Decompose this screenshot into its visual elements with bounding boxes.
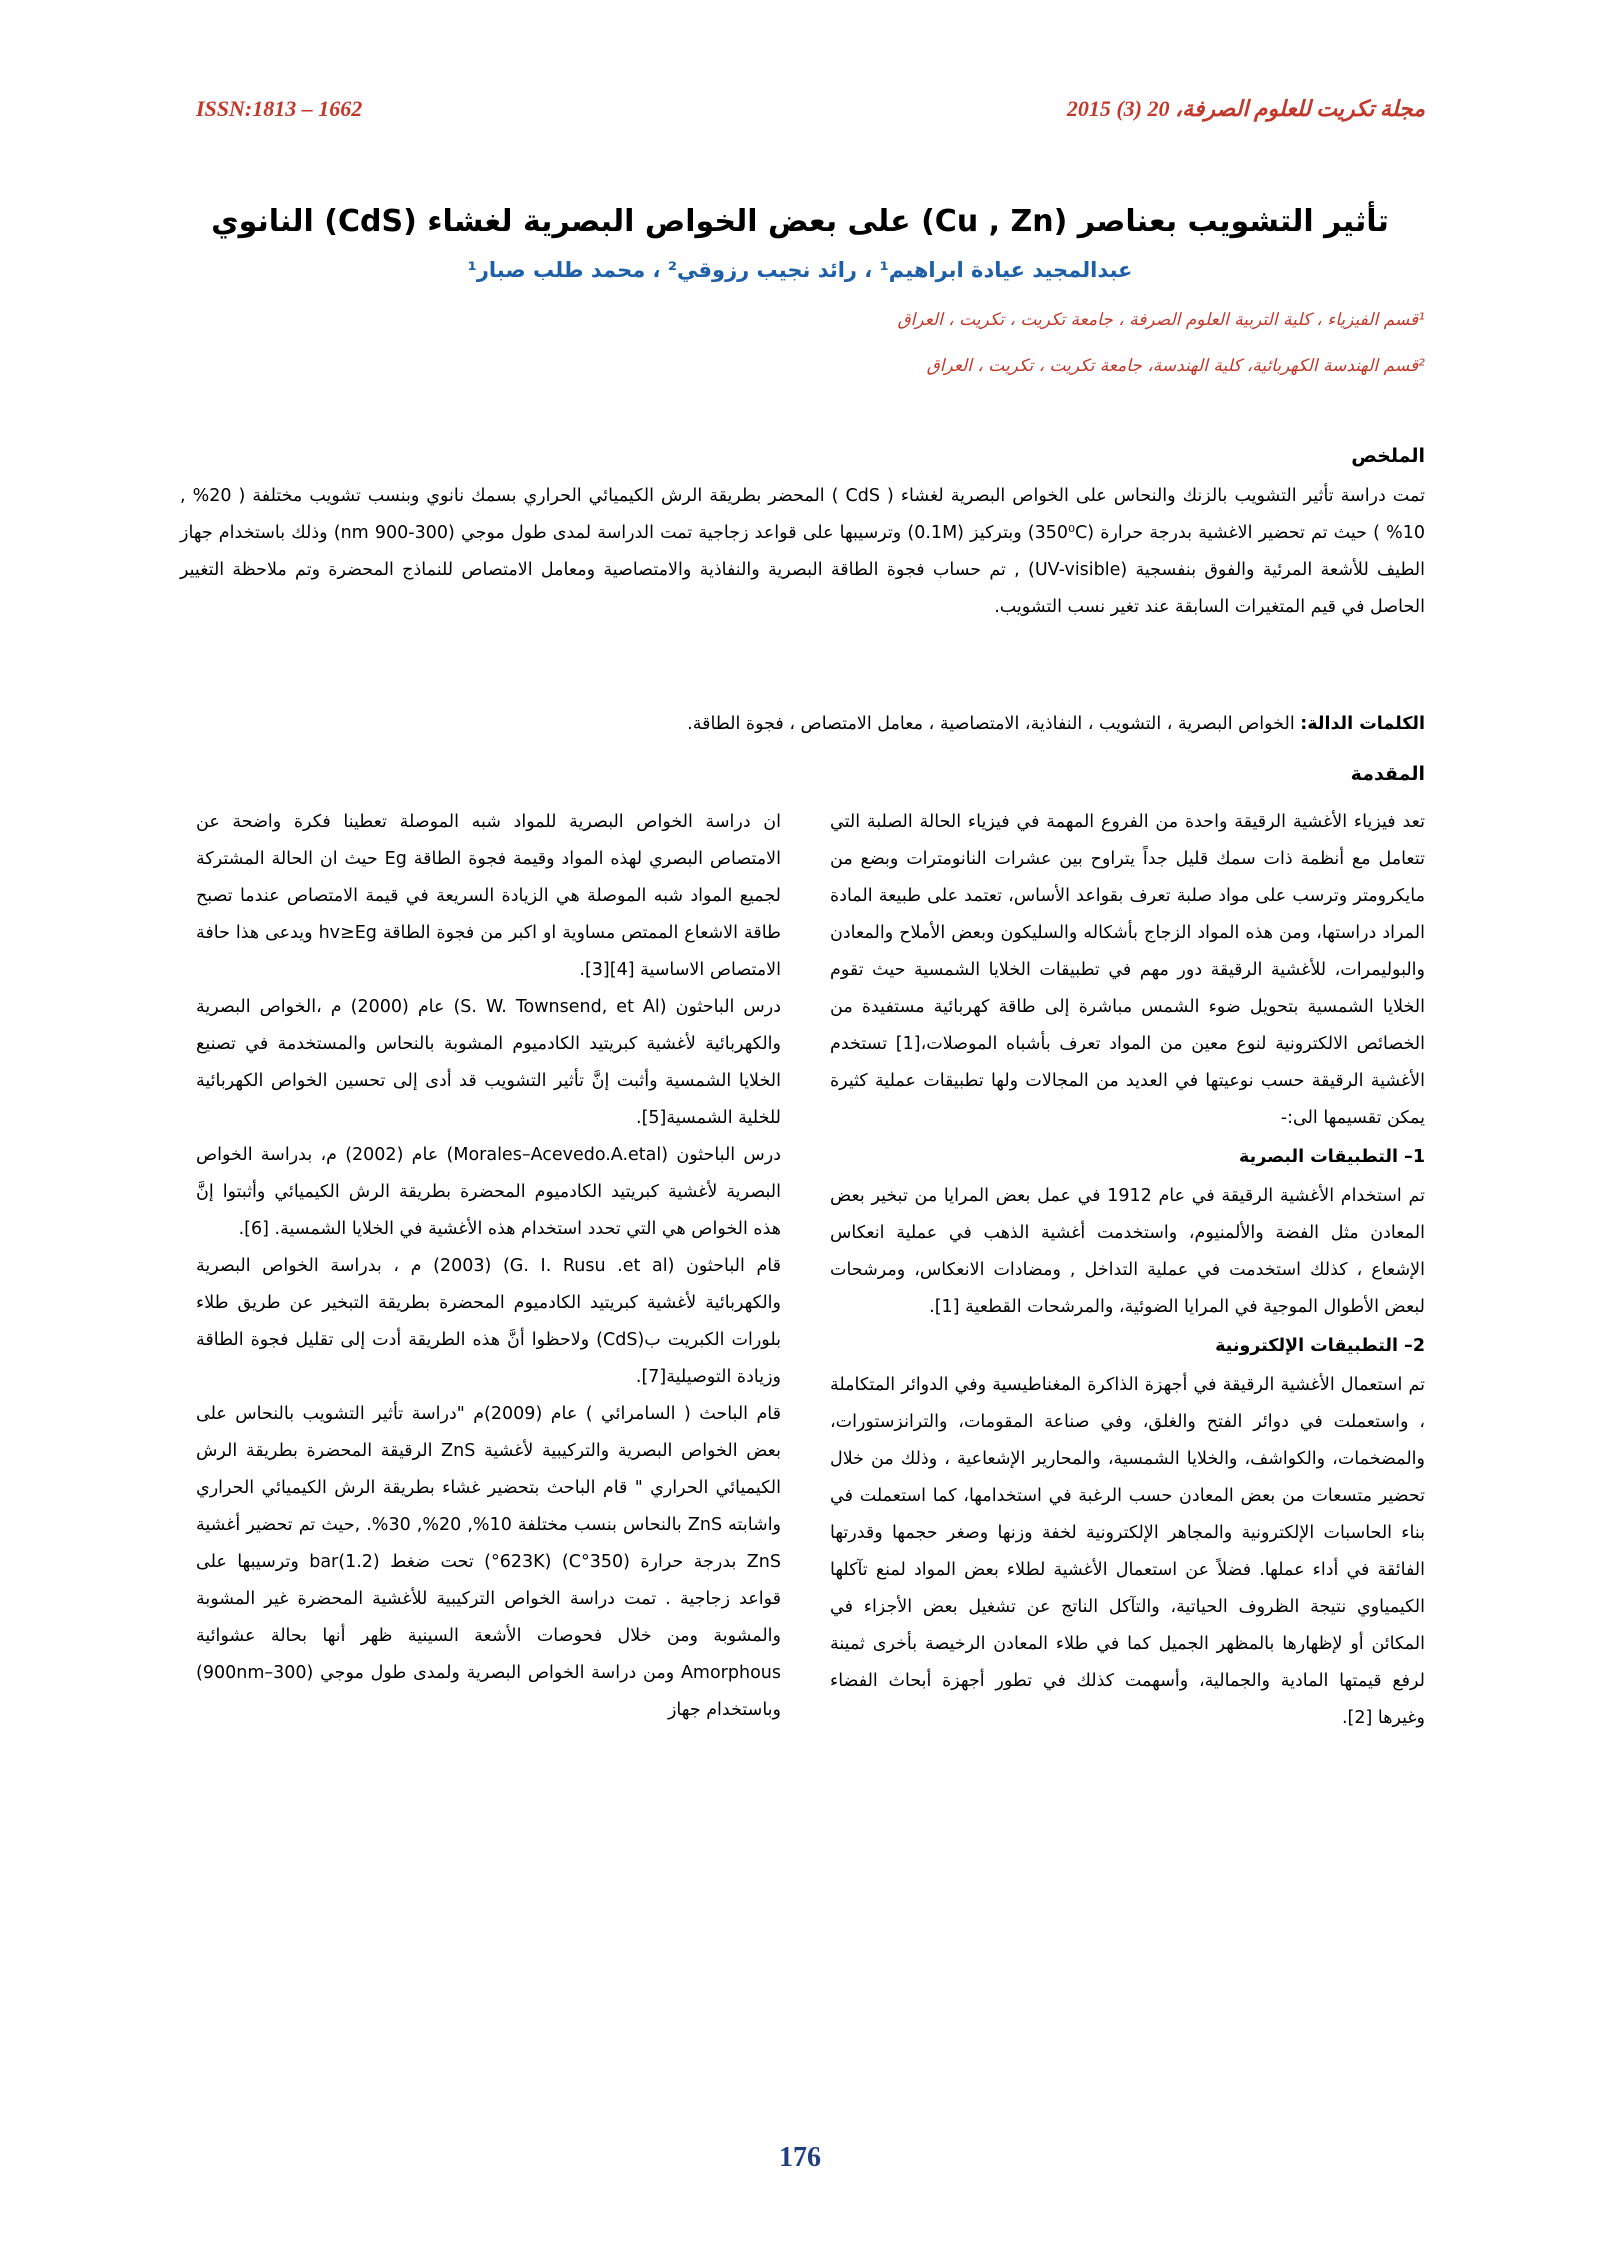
- left-paragraph-2: درس الباحثون (S. W. Townsend, et Al) عام (2000) م ،الخواص البصرية والكهربائية لأغشية كبريتيد الكادميوم المشوبة بالنحاس والمستخدمة في تصنيع الخلايا الشمسية وأثبت إنَّ تأثير التشويب قد أدى إلى تحسين الخواص الكهربائية للخلية الشمسية[5].: [196, 997, 782, 1128]
- keywords: [180, 706, 1425, 743]
- keywords-text: الخواص البصرية ، التشويب ، النفاذية، الامتصاصية ، معامل الامتصاص ، فجوة الطاقة.: [687, 714, 1295, 734]
- intro-paragraph-2: تم استخدام الأغشية الرقيقة في عام 1912 في عمل بعض المرايا من تبخير بعض المعادن مثل الفضة والألمنيوم، واستخدمت أغشية الذهب في عملية انعكاس الإشعاع ، كذلك استخدمت في عملية التداخل , ومضادات الانعكاس، ومرشحات لبعض الأطوال الموجية في المرايا الضوئية، والمرشحات القطعية [1].: [830, 1186, 1425, 1317]
- subheading-optical: 1– التطبيقات البصرية: [1239, 1147, 1425, 1167]
- abstract-heading: الملخص: [1351, 445, 1425, 467]
- intro-heading: المقدمة: [1350, 763, 1425, 785]
- authors: عبدالمجيد عيادة ابراهيم¹ ، رائد نجيب رزوقي² ، محمد طلب صبار¹: [467, 258, 1133, 282]
- left-paragraph-4: قام الباحثون (G. I. Rusu .et al) (2003) م ، بدراسة الخواص البصرية والكهربائية لأغشية كبريتيد الكادميوم المحضرة بطريقة التبخير عن طريق طلاء بلورات الكبريت ب(CdS) ولاحظوا أنَّ هذه الطريقة أدت إلى تقليل فجوة الطاقة وزيادة التوصيلية[7].: [196, 1256, 781, 1387]
- abstract-text: تمت دراسة تأثير التشويب بالزنك والنحاس على الخواص البصرية لغشاء ( CdS ) المحضر بطريقة الرش الكيميائي الحراري بسمك نانوي وبنسب تشويب مختلفة ( 20% , 10% ) حيث تم تحضير الاغشية بدرجة حرارة (350⁰C) وبتركيز (0.1M) وترسيبها على قواعد زجاجية تمت الدراسة لمدى طول موجي (300-900 nm) وذلك باستخدام جهاز الطيف للأشعة المرئية والفوق بنفسجية (UV-visible) , تم حساب فجوة الطاقة البصرية والنفاذية والامتصاصية ومعامل الامتصاص للنماذج المحضرة وتم ملاحظة التغيير الحاصل في قيم المتغيرات السابقة عند تغير نسب التشويب.: [180, 486, 1425, 617]
- right-column: [830, 804, 1425, 1737]
- affiliation-2: ²قسم الهندسة الكهربائية، كلية الهندسة، جامعة تكريت ، تكريت ، العراق: [926, 356, 1425, 376]
- journal-header: مجلة تكريت للعلوم الصرفة، 20 (3) 2015: [1066, 96, 1425, 121]
- page-number: 176: [779, 2142, 821, 2173]
- paper-title: تأثير التشويب بعناصر (Cu , Zn) على بعض الخواص البصرية لغشاء (CdS) النانوي: [211, 204, 1389, 239]
- intro-paragraph-1: تعد فيزياء الأغشية الرقيقة واحدة من الفروع المهمة في فيزياء الحالة الصلبة التي تتعامل مع أنظمة ذات سمك قليل جداً يتراوح بين عشرات النانومترات وبضع من مايكرومتر وترسب على مواد صلبة تعرف بقواعد الأساس، تعتمد على طبيعة المادة المراد دراستها، ومن هذه المواد الزجاج بأشكاله والسليكون وبعض الأملاح والمعادن والبوليمرات، للأغشية الرقيقة دور مهم في تطبيقات الخلايا الشمسية حيث تقوم الخلايا الشمسية بتحويل ضوء الشمس مباشرة إلى طاقة كهربائية مستفيدة من الخصائص الالكترونية لنوع معين من المواد تعرف بأشباه الموصلات،[1] تستخدم الأغشية الرقيقة حسب نوعيتها في العديد من المجالات ولها تطبيقات عملية كثيرة يمكن تقسيمها الى:-: [830, 812, 1425, 1128]
- intro-paragraph-3: تم استعمال الأغشية الرقيقة في أجهزة الذاكرة المغناطيسية وفي الدوائر المتكاملة ، واستعملت في دوائر الفتح والغلق، وفي صناعة المقومات، والترانزستورات، والمضخمات، والكواشف، والخلايا الشمسية، والمحارير الإشعاعية ، وذلك من خلال تحضير متسعات من بعض المعادن حسب الرغبة في استخدامها، كما استعملت في بناء الحاسبات الإلكترونية والمجاهر الإلكترونية لخفة وزنها وصغر حجمها وقدرتها الفائقة في أداء عملها. فضلاً عن استعمال الأغشية لطلاء بعض المواد لمنع تآكلها الكيمياوي نتيجة الظروف الحياتية، والتآكل الناتج عن تشغيل بعض الأجزاء في المكائن أو لإظهارها بالمظهر الجميل كما في طلاء المعادن الرخيصة بأخرى ثمينة لرفع قيمتها المادية والجمالية، وأسهمت كذلك في تطور أجهزة أبحاث الفضاء وغيرها [2].: [830, 1375, 1425, 1728]
- left-paragraph-5: قام الباحث ( السامرائي ) عام (2009)م "دراسة تأثير التشويب بالنحاس على بعض الخواص البصرية والتركيبية لأغشية ZnS الرقيقة المحضرة بطريقة الرش الكيميائي الحراري " قام الباحث بتحضير غشاء بطريقة الرش الكيميائي الحراري واشابته ZnS بالنحاس بنسب مختلفة 10%, 20%, 30%. ,حيث تم تحضير أغشية ZnS بدرجة حرارة (350°C) (623K°) تحت ضغط bar(1.2) وترسيبها على قواعد زجاجية . تمت دراسة الخواص التركيبية للأغشية المحضرة غير المشوبة والمشوبة ومن خلال فحوصات الأشعة السينية ظهر أنها بحالة عشوائية Amorphous ومن دراسة الخواص البصرية ولمدى طول موجي (300–900nm) وباستخدام جهاز: [196, 1404, 782, 1720]
- keywords-label: الكلمات الدالة:: [1300, 714, 1425, 734]
- affiliation-1: ¹قسم الفيزياء ، كلية التربية العلوم الصرفة ، جامعة تكريت ، تكريت ، العراق: [897, 310, 1425, 330]
- left-column: [196, 804, 781, 1729]
- issn-header: ISSN:1813 – 1662: [196, 96, 363, 121]
- left-paragraph-3: درس الباحثون (Morales–Acevedo.A.etal) عام (2002) م، بدراسة الخواص البصرية لأغشية كبريتيد الكادميوم المحضرة بطريقة الرش الكيميائي وأثبتوا إنَّ هذه الخواص هي التي تحدد استخدام هذه الأغشية في الخلايا الشمسية. [6].: [196, 1145, 781, 1239]
- subheading-electronic: 2– التطبيقات الإلكترونية: [1215, 1336, 1425, 1356]
- left-paragraph-1: ان دراسة الخواص البصرية للمواد شبه الموصلة تعطينا فكرة واضحة عن الامتصاص البصري لهذه المواد وقيمة فجوة الطاقة Eg حيث ان الحالة المشتركة لجميع المواد شبه الموصلة هي الزيادة السريعة في قيمة الامتصاص عندما تصبح طاقة الاشعاع الممتص مساوية او اكبر من فجوة الطاقة hv≥Eg ويدعى هذا حافة الامتصاص الاساسية [4][3].: [196, 812, 782, 980]
